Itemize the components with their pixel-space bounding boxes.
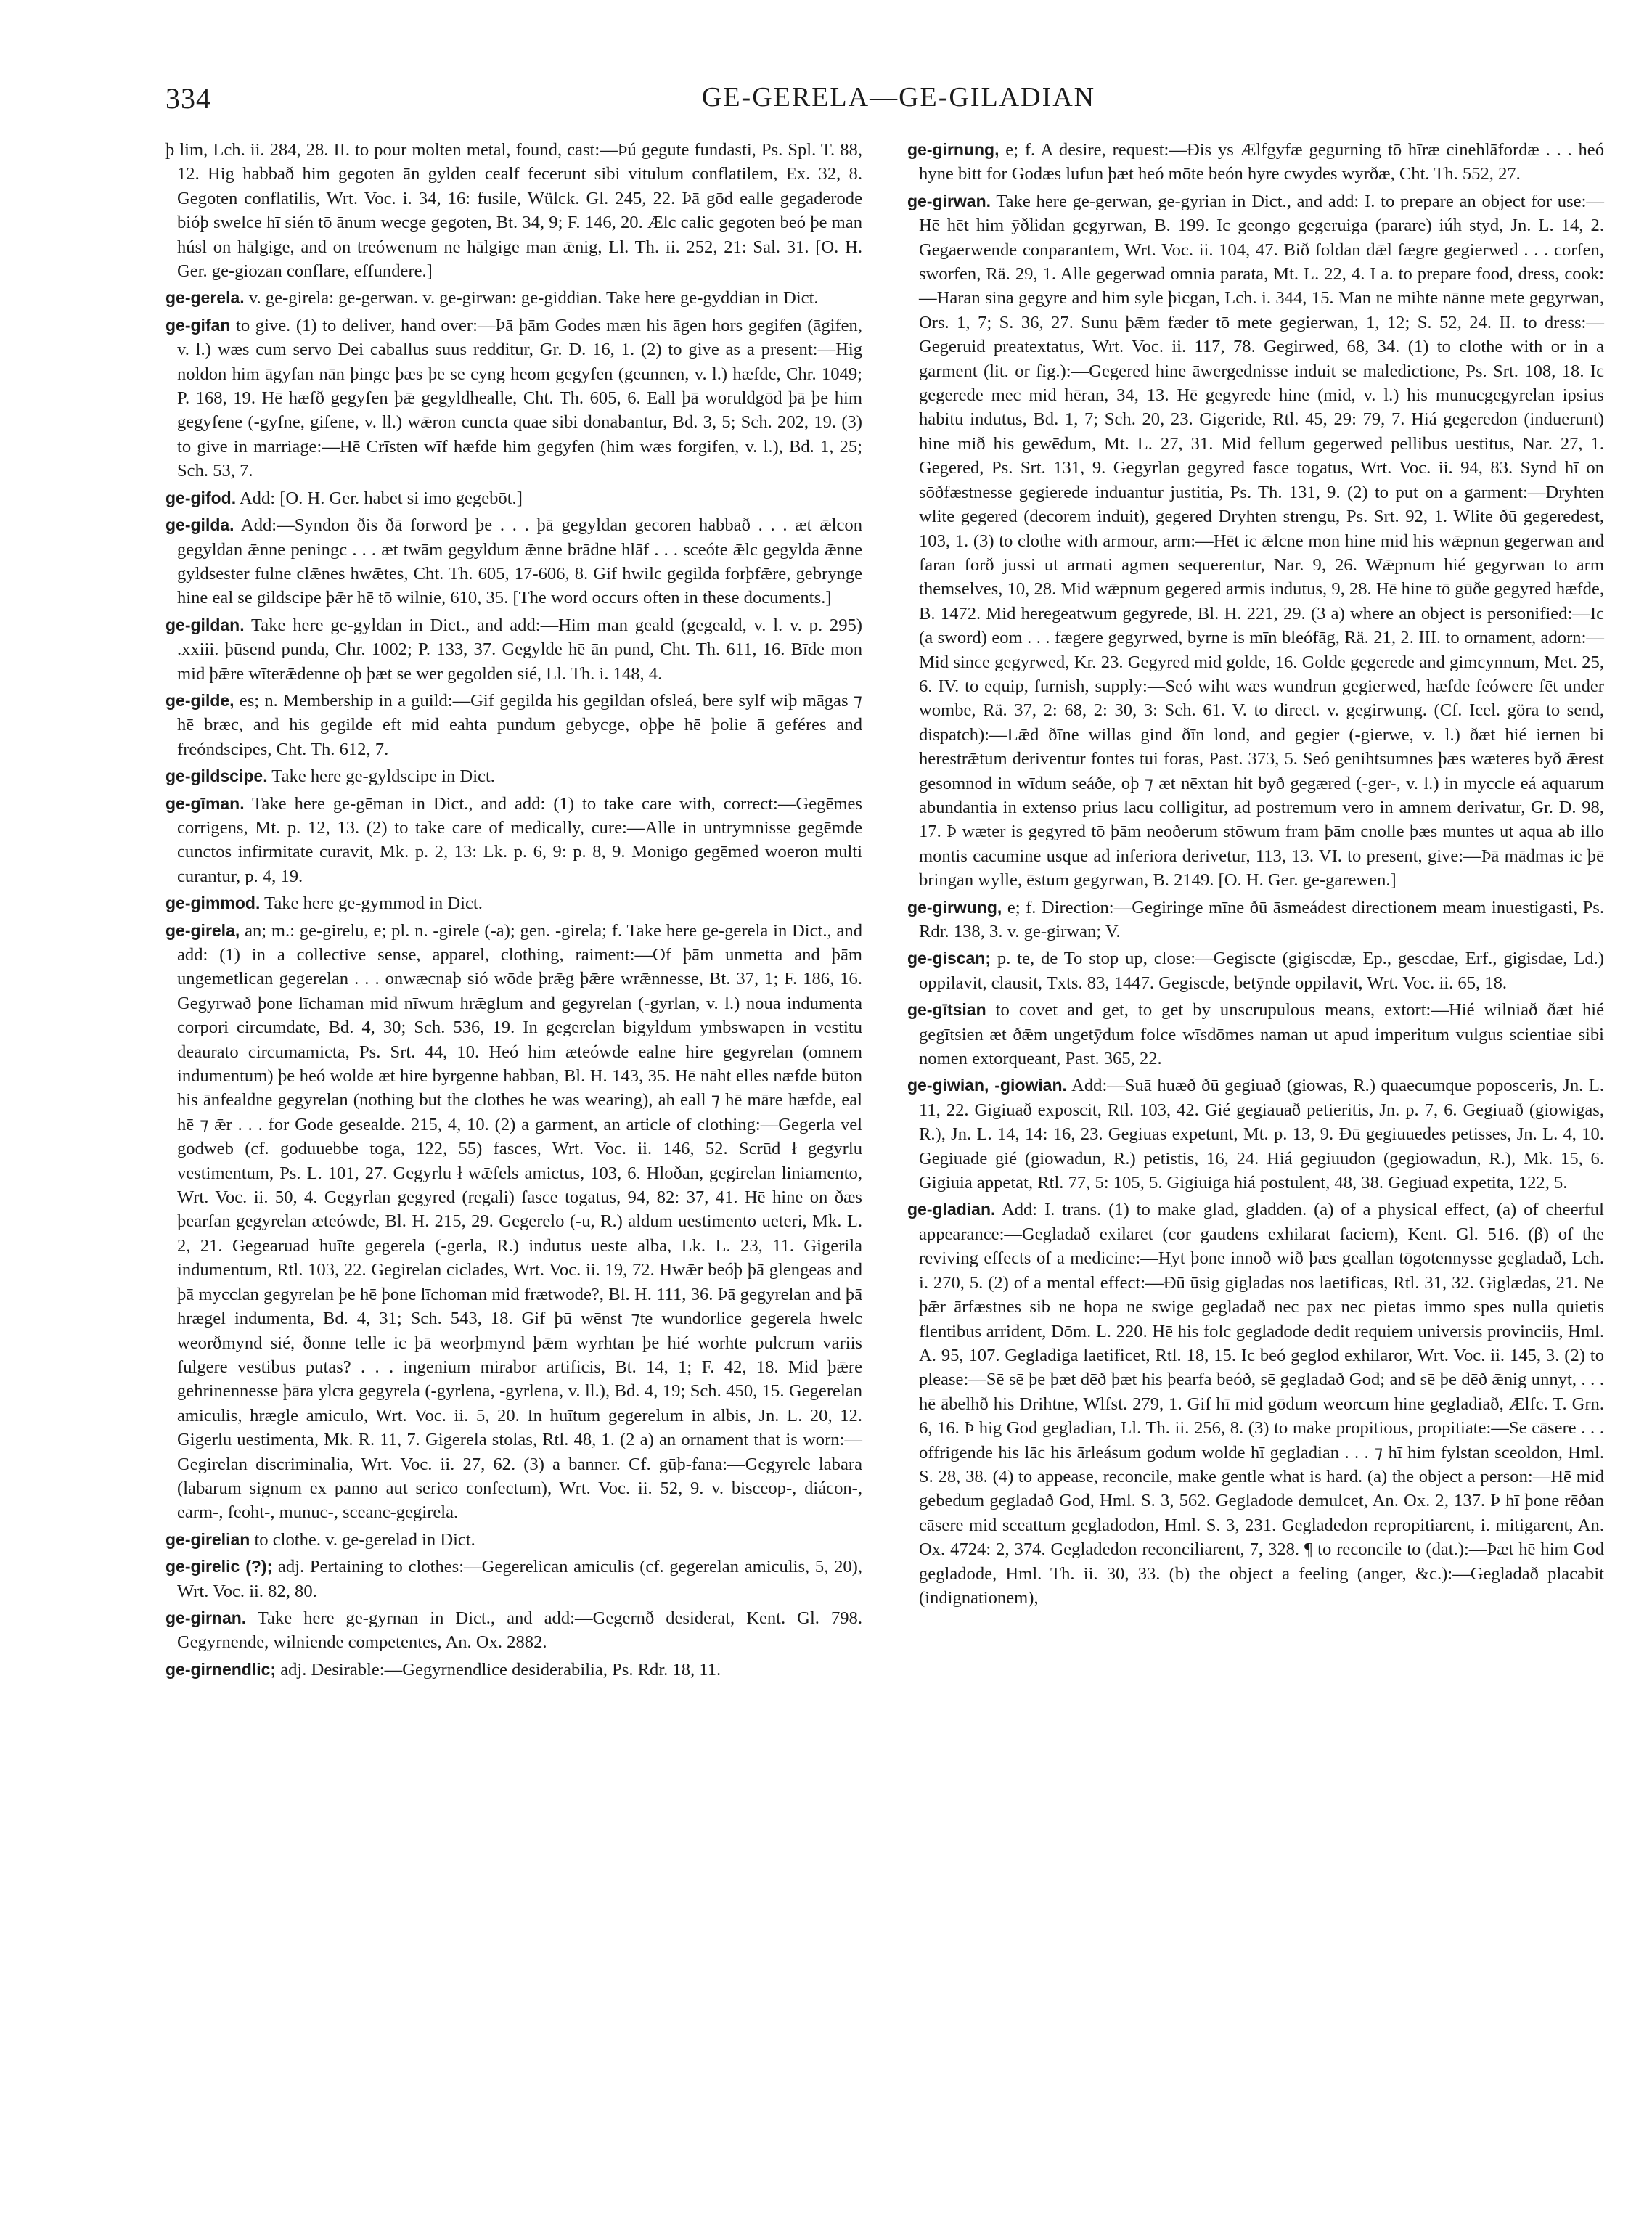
- entry-headword: ge-girwung,: [907, 897, 1002, 917]
- page-number: 334: [165, 82, 211, 115]
- entry-text: Take here ge-gēman in Dict., and add: (1) to take care with, correct:—Gegēmes corrigens, Mt. p. 12, 13. (2) to take care of medically, cure:—Alle in untrymnisse gegēmde cunctos infirmitate curavit, Mk. p. 2, 13: Lk. p. 6, 9: p. 8, 9. Monigo gegēmed woeron multi curantur, p. 4, 19.: [177, 793, 862, 886]
- entry-text: Add: I. trans. (1) to make glad, gladden. (a) of a physical effect, (a) of cheerful appearance:—Gegladað exilaret (cor gaudens exhilarat faciem), Kent. Gl. 516. (β) of the reviving effects of a medicine:—Hyt þone innoð wið þæs geallan tōgotennysse gegladað, Lch. i. 270, 5. (2) of a mental effect:—Ðū ūsig gigladas nos laetificas, Rtl. 31, 32. Giglædas, 21. Ne þǣr ārfæstnes sib ne hopa ne swige gegladað nec pax nec pietas immo spes nulla quietis flentibus arrident, Dōm. L. 220. Hē his folc gegladode dedit requiem universis provinciis, Hml. A. 95, 107. Gegladiga laetificet, Rtl. 18, 15. Ic beó geglod exhilaror, Wrt. Voc. ii. 145, 3. (2) to please:—Sē sē þe þæt dēð þæt his þearfa beóð, sē gegladað God; and sē þe dēð ǣnig unnyt, . . . hē ābelhð his Drihtne, Wlfst. 279, 1. Gif hī mid gōdum weorcum hine gegladiað, Ælfc. T. Grn. 6, 16. Þ hig God gegladian, Ll. Th. ii. 256, 8. (3) to make propitious, propitiate:—Se cāsere . . . offrigende his lāc his ārleásum godum wolde hī gegladian . . . ⁊ hī him fylstan sceoldon, Hml. S. 28, 38. (4) to appease, reconcile, make gentle what is hard. (a) the object a person:—Hē mid gebedum gegladað God, Hml. S. 3, 562. Gegladode demulcet, An. Ox. 2, 137. Þ hī þone rēðan cāsere mid sceattum gegladodon, Hml. S. 3, 231. Gegladedon repropitiarent, i. mitigarent, An. Ox. 4724: 2, 374. Gegladedon reconciliarent, 7, 328. ¶ to reconcile to (dat.):—Þæt hē him God gegladode, Hml. Th. ii. 30, 33. (b) the object a feeling (anger, &c.):—Gegladað placabit (indignationem),: [919, 1200, 1604, 1608]
- dictionary-entry: [165, 314, 862, 483]
- entry-text: Add:—Suā huæð ðū gegiuað (giowas, R.) quaecumque poposceris, Jn. L. 11, 22. Gigiuað exposcit, Rtl. 103, 42. Gié gegiauað petieritis, Jn. p. 7, 6. Gegiuað (giowigas, R.), Jn. L. 14, 14: 16, 23. Gegiuas expetunt, Mt. p. 13, 9. Ðū gegiuuedes petisses, Jn. L. 4, 10. Gegiuade gié (giowadun, R.) petistis, 16, 24. Hiá gegiuudon (gegiowadun, R.), Mk. 15, 6. Gigiuia appetat, Rtl. 77, 5: 105, 5. Gigiuiga hiá postulent, 48, 38. Gegiuad expetita, 122, 5.: [919, 1076, 1605, 1193]
- entry-headword: ge-girnung,: [907, 140, 999, 159]
- dictionary-entry: [165, 689, 862, 761]
- entry-headword: ge-gilda.: [165, 515, 234, 535]
- entry-headword: ge-gifan: [165, 315, 231, 335]
- dictionary-entry: [165, 138, 862, 283]
- entry-text: Take here ge-gerwan, ge-gyrian in Dict., and add: I. to prepare an object for use:—Hē hēt him ȳðlidan gegyrwan, B. 199. Ic geongo gegeruiga (parare) iúh styd, Jn. L. 14, 2. Gegaerwende conparantem, Wrt. Voc. ii. 104, 47. Bið foldan dǣl fægre gegierwed . . . corfen, sworfen, Rä. 29, 1. Alle gegerwad omnia parata, Mt. L. 22, 4. I a. to prepare food, dress, cook:—Haran sina gegyre and him syle þicgan, Lch. i. 344, 15. Man ne mihte nānne mete gegyrwan, Ors. 1, 7; S. 36, 27. Sunu þǣm fæder tō mete gegierwan, 1, 12; S. 52, 24. II. to dress:—Gegeruid preatextatus, Wrt. Voc. ii. 117, 78. Gegirwed, 68, 34. (1) to clothe with or in a garment (lit. or fig.):—Gegered hine āwergednisse induit se maledictione, Ps. Srt. 108, 18. Ic gegerede mec mid hēran, 34, 13. Hē gegyrede hine (mid, v. l.) his munucgegyrelan ipsius habitu indutus, Bd. 1, 7; Sch. 20, 23. Gigeride, Rtl. 45, 29: 79, 7. Hiá gegeredon (induerunt) hine mið his gewēdum, Mt. L. 27, 31. Mid fellum gegerwed pellibus uestitus, Nar. 27, 1. Gegered, Ps. Srt. 131, 9. Gegyrlan gegyred fasce togatus, Wrt. Voc. ii. 94, 83. Synd hī on sōðfæstnesse gegierede induantur justitia, Ps. Th. 131, 9. (2) to put on a garment:—Dryhten wlite gegered (decorem induit), gegered Dryhten strengu, Ps. Srt. 92, 1. Wlite ðū gegeredest, 103, 1. (3) to clothe with armour, arm:—Hēt ic ǣlcne mon hine mid his wǣpnun gegerwan and faran forð jussi ut armati agmen sequerentur, Nar. 9, 26. Wǣpnum hié gegyrwan to arm themselves, 10, 28. Mid wǣpnum gegered armis indutus, 9, 28. Hē hine tō gūðe gegyred hæfde, B. 1472. Mid heregeatwum gegyrede, Bl. H. 221, 29. (3 a) where an object is personified:—Ic (a sword) eom . . . fægere gegyrwed, byrne is mīn bleófāg, Rä. 21, 2. III. to ornament, adorn:—Mid since gegyrwed, Kr. 23. Gegyred mid golde, 16. Golde gegerede and gimcynnum, Met. 25, 6. IV. to equip, furnish, supply:—Seó wiht wæs wundrun gegierwed, hæfde feówere fēt under wombe, Rä. 37, 2: 68, 2: 30, 3: Sch. 61. V. to direct. v. gegirwung. (Cf. Icel. göra to send, dispatch):—Lǣd ðīne willas gind ðīn lond, and gegier (-gierwe, v. l.) ðæt hié iernen bi herestrǣtum deriventur fontes tui foras, Past. 373, 5. Seó genihtsumnes þæs wæteres byð ǣrest gesomnod in wīdum seáðe, oþ ⁊ æt nēxtan hit byð gegæred (-ger-, v. l.) in myccle eá aquarum abundantia in extenso prius lacu colligitur, ad postremum vero in amnem derivatur, Gr. D. 98, 17. Þ wæter is gegyred tō þām neoðerum stōwum fram þām cnolle þæs muntes ut aqua ab illo montis cacumine usque ad inferiora derivetur, 113, 13. VI. to present, give:—Þā mādmas ic þē bringan wylle, ēstum gegyrwan, B. 2149. [O. H. Ger. ge-garewen.]: [919, 191, 1604, 891]
- dictionary-entry: [907, 946, 1604, 995]
- dictionary-entry: [165, 919, 862, 1525]
- entry-headword: ge-girelic (?);: [165, 1557, 273, 1576]
- entry-headword: ge-gildan.: [165, 615, 245, 634]
- entry-headword: ge-gītsian: [907, 1000, 986, 1020]
- entry-text: Add:—Syndon ðis ðā forword þe . . . þā gegyldan gecoren habbað . . . æt ǣlcon gegyldan ǣnne peningc . . . æt twām gegyldum ǣnne brādne hlāf . . . sceóte ǣlc gegylda ǣnne gyldsester fulne clǣnes hwǣtes, Cht. Th. 605, 17-606, 8. Gif hwilc gegilda forþfǣre, gebrynge hine eal se gildscipe þǣr hē tō wilnie, 610, 35. [The word occurs often in these documents.]: [177, 515, 862, 608]
- dictionary-entry: [165, 1606, 862, 1655]
- entry-headword: ge-gladian.: [907, 1200, 996, 1219]
- entry-text: þ lim, Lch. ii. 284, 28. II. to pour molten metal, found, cast:—Þú gegute fundasti, Ps. Spl. T. 88, 12. Hig habbað him gegoten ān gylden cealf fecerunt sibi vitulum conflatilem, Ex. 32, 8. Gegoten conflatilis, Wrt. Voc. i. 34, 16: fusile, Wülck. Gl. 245, 22. Þā gōd ealle gegaderode bióþ swelce hī sién tō ānum wecge gegoten, Bt. 34, 9; F. 146, 20. Ælc calic gegoten beó þe man húsl on hālgige, and on treówenum ne hālgige man ǣnig, Ll. Th. ii. 252, 21: Sal. 31. [O. H. Ger. ge-giozan conflare, effundere.]: [165, 140, 862, 282]
- entry-headword: ge-gildscipe.: [165, 766, 268, 786]
- dictionary-entry: [165, 1528, 862, 1552]
- entry-text: an; m.: ge-girelu, e; pl. n. -girele (-a); gen. -girela; f. Take here ge-gerela in Dict., and add: (1) in a collective sense, apparel, clothing, raiment:—Of þām unmetta and þām ungemetlican gegerelan . . . onwæcnaþ sió wōde þrǣg þǣre wrǣnnesse, Bt. 37, 1; F. 186, 16. Gegyrwað þone līchaman mid nīwum hrǣglum and gegyrelan (-gyrlan, v. l.) noua indumenta corpori circumdate, Bd. 4, 30; Sch. 536, 19. In gegerelan bigyldum ymbswapen in vestitu deaurato circumamicta, Ps. Srt. 44, 10. Heó him æteówde ealne hire gegyrelan (omnem indumentum) þe heó wolde æt hire byrgenne habban, Bl. H. 143, 35. Hē nāht elles næfde būton his ānfealdne gegyrelan (nothing but the clothes he was wearing), ah eall ⁊ hē māre hæfde, eal hē ⁊ ǣr . . . for Gode gesealde. 215, 4, 10. (2) a garment, an article of clothing:—Gegerla vel godweb (cf. goduuebbe toga, 122, 55) fasces, Wrt. Voc. ii. 146, 52. Scrūd ł gegyrlu vestimentum, Ps. L. 101, 27. Gegyrlu ł wǣfels amictus, 103, 6. Hloðan, gegirelan liniamento, Wrt. Voc. ii. 50, 4. Gegyrlan gegyred (regali) fasce togatus, 94, 82: 37, 41. Hē hine on ðæs þearfan gegyrelan æteówde, Bl. H. 215, 29. Gegerelo (-u, R.) aldum uestimento ueteri, Mk. L. 2, 21. Gegearuad huīte gegerela (-gerla, R.) indutus ueste alba, Lk. L. 23, 11. Gigerila indumentum, Rtl. 103, 22. Gegirelan ciclades, Wrt. Voc. ii. 19, 72. Hwǣr beóþ þā glengeas and þā mycclan gegyrelan þe hē þone līchoman mid frætwode?, Bl. H. 111, 36. Þā gegyrelan and þā hrægel indumenta, Bd. 4, 31; Sch. 543, 18. Gif þū wēnst ⁊te wundorlice gegerela hwelc weorðmynd sié, ðonne telle ic þā weorþmynd þǣm wyrhtan þe hié worhte pulcrum variis fulgere vestibus putas? . . . ingenium mirabor artificis, Bt. 14, 1; F. 42, 18. Mid þǣre gehrinennesse þāra ylcra gegyrela (-gyrlena, -gyrlena, v. ll.), Bd. 4, 19; Sch. 450, 15. Gegerelan amiculis, hrægle amiculo, Wrt. Voc. ii. 5, 20. In huītum gegerelum in albis, Jn. L. 20, 12. Gigerlu uestimenta, Mk. R. 11, 7. Gigerela stolas, Rtl. 48, 1. (2 a) an ornament that is worn:—Gegirelan discriminalia, Wrt. Voc. ii. 27, 62. (3) a banner. Cf. gūþ-fana:—Gegyrele labara (labarum signum ex panno aut serico confectum), Wrt. Voc. ii. 52, 9. v. bisceop-, diácon-, earm-, feoht-, munuc-, sceanc-gegirela.: [177, 920, 862, 1523]
- dictionary-entry: [165, 286, 862, 310]
- dictionary-entry: [907, 1198, 1604, 1610]
- entry-headword: ge-gimmod.: [165, 893, 261, 913]
- entry-text: to give. (1) to deliver, hand over:—Þā þām Godes mæn his āgen hors gegifen (āgifen, v. l.) wæs cum servo Dei caballus suus redditur, Gr. D. 16, 1. (2) to give as a present:—Hig noldon him āgyfan nān þingc þæs þe se cyng heom gegyfen (geunnen, v. l.) hæfde, Chr. 1049; P. 168, 19. Hē hæfð gegyfen þǣ gegyldhealle, Cht. Th. 605, 6. Eall þā woruldgōd þā þe him gegyfene (-gyfne, gifene, v. ll.) wǣron cuncta quae sibi donabantur, Bd. 3, 5; Sch. 202, 19. (3) to give in marriage:—Hē Crīsten wīf hæfde him gegyfen (him wæs forgifen, v. l.), Bd. 1, 25; Sch. 53, 7.: [177, 315, 862, 481]
- entry-text: e; f. A desire, request:—Ðis ys Ælfgyfæ gegurning tō hīræ cinehlāfordæ . . . heó hyne bitt for Godæs lufun þæt heó mōte beón hyre cwydes wyrðæ, Cht. Th. 552, 27.: [919, 140, 1604, 184]
- running-headwords: GE-GERELA—GE-GILADIAN: [701, 82, 1096, 113]
- entry-text: to covet and get, to get by unscrupulous means, extort:—Hié wilniað ðæt hié gegītsien æt ðǣm ungetȳdum folce wīsdōmes naman ut apud imperitum vulgus scientiae sibi nomen extorqueant, Past. 365, 22.: [919, 1000, 1604, 1069]
- entry-text: p. te, de To stop up, close:—Gegiscte (gigiscdæ, Ep., gescdae, Erf., gigisdae, Ld.) oppilavit, clausit, Txts. 83, 1447. Gegiscde, betȳnde oppilavit, Wrt. Voc. ii. 65, 18.: [919, 949, 1604, 993]
- entry-headword: ge-gīman.: [165, 793, 245, 813]
- entry-headword: ge-girwan.: [907, 191, 991, 210]
- entry-text: es; n. Membership in a guild:—Gif gegilda his gegildan ofsleá, bere sylf wiþ māgas ⁊ hē bræc, and his gegilde eft mid eahta pundum gebycge, oþþe hē þolie ā geféres and freóndscipes, Cht. Th. 612, 7.: [177, 690, 862, 759]
- running-head: [165, 81, 1632, 125]
- entry-text: Take here ge-gymmod in Dict.: [260, 893, 483, 914]
- entry-text: v. ge-girela: ge-gerwan. v. ge-girwan: ge-giddian. Take here ge-gyddian in Dict.: [244, 288, 819, 308]
- left-column: [165, 138, 862, 1685]
- entry-headword: ge-giwian, -giowian.: [907, 1076, 1067, 1095]
- entry-text: adj. Desirable:—Gegyrnendlice desiderabilia, Ps. Rdr. 18, 11.: [276, 1659, 721, 1680]
- entry-text: Take here ge-gyldan in Dict., and add:—Him man geald (gegeald, v. l. v. p. 295) .xxiii. þūsend punda, Chr. 1002; P. 133, 37. Gegylde hē ān pund, Cht. Th. 611, 16. Bīde mon mid þǣre wīterǣdenne oþ þæt se wer gegolden sié, Ll. Th. i. 148, 4.: [177, 615, 862, 684]
- entry-headword: ge-gilde,: [165, 690, 234, 710]
- dictionary-entry: [907, 998, 1604, 1071]
- dictionary-entry: [907, 189, 1604, 893]
- dictionary-entry: [907, 1073, 1604, 1195]
- entry-headword: ge-girela,: [165, 920, 240, 940]
- dictionary-entry: [165, 792, 862, 889]
- right-column: [907, 138, 1604, 1613]
- entry-text: e; f. Direction:—Gegiringe mīne ðū āsmeádest directionem meam inuestigasti, Ps. Rdr. 138, 3. v. ge-girwan; V.: [919, 897, 1604, 941]
- entry-headword: ge-giscan;: [907, 949, 991, 968]
- entry-headword: ge-girnan.: [165, 1608, 247, 1627]
- dictionary-entry: [165, 486, 862, 510]
- dictionary-entry: [907, 138, 1604, 187]
- dictionary-entry: [165, 1555, 862, 1603]
- dictionary-entry: [165, 891, 862, 915]
- entry-text: adj. Pertaining to clothes:—Gegerelican amiculis (cf. gegerelan amiculis, 5, 20), Wrt. Voc. ii. 82, 80.: [177, 1557, 862, 1601]
- entry-text: Take here ge-gyldscipe in Dict.: [267, 766, 495, 787]
- dictionary-entry: [907, 896, 1604, 944]
- dictionary-entry: [165, 613, 862, 686]
- entry-headword: ge-girelian: [165, 1529, 250, 1549]
- dictionary-entry: [165, 1658, 862, 1682]
- dictionary-entry: [165, 513, 862, 610]
- entry-headword: ge-gifod.: [165, 488, 237, 507]
- entry-text: to clothe. v. ge-gerelad in Dict.: [250, 1529, 475, 1550]
- entry-text: Add: [O. H. Ger. habet si imo gegebōt.]: [236, 488, 523, 508]
- entry-headword: ge-girnendlic;: [165, 1659, 277, 1679]
- dictionary-entry: [165, 764, 862, 788]
- entry-headword: ge-gerela.: [165, 288, 245, 308]
- entry-text: Take here ge-gyrnan in Dict., and add:—Gegernð desiderat, Kent. Gl. 798. Gegyrnende, wilniende competentes, An. Ox. 2882.: [177, 1608, 862, 1653]
